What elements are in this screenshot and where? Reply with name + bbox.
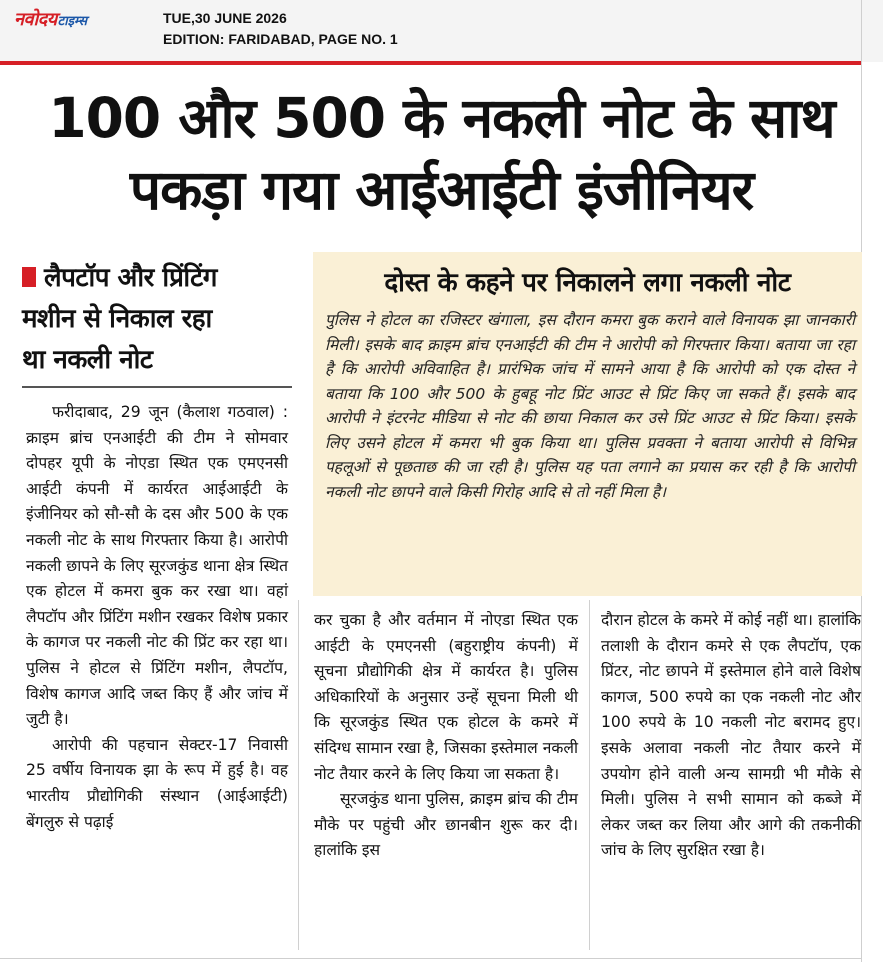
edition-info: EDITION: FARIDABAD, PAGE NO. 1 <box>163 31 398 47</box>
highlight-box-text: पुलिस ने होटल का रजिस्टर खंगाला, इस दौरान कमरा बुक कराने वाले विनायक झा जानकारी मिली। इसके बाद क्राइम ब्रांच एनआईटी की टीम ने आरोपी को गिरफ्तार किया। बताया जा रहा है कि आरोपी अविवाहित है। प्रारंभिक जांच में सामने आया है कि आरोपी को एक दोस्त ने बताया कि 100 और 500 के हुबहू नोट प्रिंट आउट से प्रिंट किए जा सकते हैं। इसके बाद आरोपी ने इंटरनेट मीडिया से नोट की छाया निकाल कर उसे प्रिंट आउट से प्रिंट किया। इसके लिए उसने होटल में कमरा भी बुक किया था। पुलिस प्रवक्ता ने बताया आरोपी से विभिन्न पहलूओं से पूछताछ की जा रही है। पुलिस यह पता लगाने का प्रयास कर रही है कि आरोपी नकली नोट छापने वाले किसी गिरोह आदि से तो नहीं मिला है। <box>325 311 855 501</box>
page-bottom-border <box>0 958 861 959</box>
column-divider-1 <box>298 600 299 950</box>
article-column-2 <box>314 608 578 864</box>
subhead-line-1 <box>22 258 294 299</box>
subhead-line-2: मशीन से निकाल रहा <box>22 304 212 334</box>
masthead-bar <box>0 0 883 62</box>
masthead-divider <box>0 61 861 65</box>
article-column-3 <box>601 608 861 864</box>
column-1-paragraph-1: फरीदाबाद, 29 जून (कैलाश गठवाल) : क्राइम ब्रांच एनआईटी की टीम ने सोमवार दोपहर यूपी के नोएडा स्थित एक एमएनसी आईटी कंपनी में कार्यरत आईआईटी के इंजीनियर को सौ-सौ के दस और 500 के एक नकली नोट के साथ गिरफ्तार किया है। आरोपी नकली छापने के लिए सूरजकुंड थाना क्षेत्र स्थित एक होटल में कमरा बुक कर रखा था। वहां लैपटॉप और प्रिंटिंग मशीन रखकर विशेष प्रकार के कागज पर नकली नोट की प्रिंट कर रहा था। पुलिस ने होटल से प्रिंटिंग मशीन, लैपटॉप, विशेष कागज आदि जब्त किए हैं और जांच में जुटी है। <box>26 403 288 729</box>
logo-sub-text: टाइम्स <box>57 14 87 29</box>
column-3-paragraph-1: दौरान होटल के कमरे में कोई नहीं था। हालांकि तलाशी के दौरान कमरे से एक लैपटॉप, एक प्रिंटर, नोट छापने में इस्तेमाल होने वाले विशेष कागज, 500 रुपये का एक नकली नोट और 100 रुपये के 10 नकली नोट बरामद हुए। इसके अलावा नकली नोट तैयार करने में उपयोग होने वाली अन्य सामग्री भी मौके से मिली। पुलिस ने सभी सामान को कब्जे में लेकर जब्त कर लिया और आगे की तकनीकी जांच के लिए सुरक्षित रखा है। <box>601 611 861 860</box>
column-2-paragraph-2: सूरजकुंड थाना पुलिस, क्राइम ब्रांच की टीम मौके पर पहुंची और छानबीन शुरू कर दी। हालांकि इस <box>314 790 578 860</box>
subhead-divider <box>22 386 292 388</box>
article-column-1 <box>26 400 288 835</box>
column-1-paragraph-2: आरोपी की पहचान सेक्टर-17 निवासी 25 वर्षीय विनायक झा के रूप में हुई है। वह भारतीय प्रौद्योगिकी संस्थान (आईआईटी) बेंगलुरु से पढ़ाई <box>26 735 288 831</box>
edition-meta <box>163 8 398 50</box>
main-headline <box>0 82 883 226</box>
subhead-line-1-text: लैपटॉप और प्रिंटिंग <box>44 263 217 293</box>
sub-headline <box>22 258 294 381</box>
headline-line-2: पकड़ा गया आईआईटी इंजीनियर <box>129 158 754 222</box>
column-2-paragraph-1: कर चुका है और वर्तमान में नोएडा स्थित एक आईटी के एमएनसी (बहुराष्ट्रीय कंपनी) में सूचना प्रौद्योगिकी क्षेत्र में कार्यरत है। पुलिस अधिकारियों के अनुसार उन्हें सूचना मिली थी कि सूरजकुंड स्थित एक होटल के कमरे में संदिग्ध सामान रखा है, जिसका इस्तेमाल नकली नोट तैयार करने के लिए किया जा सकता है। <box>314 611 578 783</box>
logo-main-text: नवोदय <box>14 9 57 30</box>
issue-date: TUE,30 JUNE 2026 <box>163 10 287 26</box>
highlight-box <box>313 252 862 596</box>
headline-line-1: 100 और 500 के नकली नोट के साथ <box>48 86 835 150</box>
highlight-box-title: दोस्त के कहने पर निकालने लगा नकली नोट <box>384 268 791 298</box>
red-square-bullet-icon <box>22 267 36 287</box>
subhead-line-3: था नकली नोट <box>22 345 153 375</box>
column-divider-2 <box>589 600 590 950</box>
newspaper-logo <box>14 7 87 31</box>
